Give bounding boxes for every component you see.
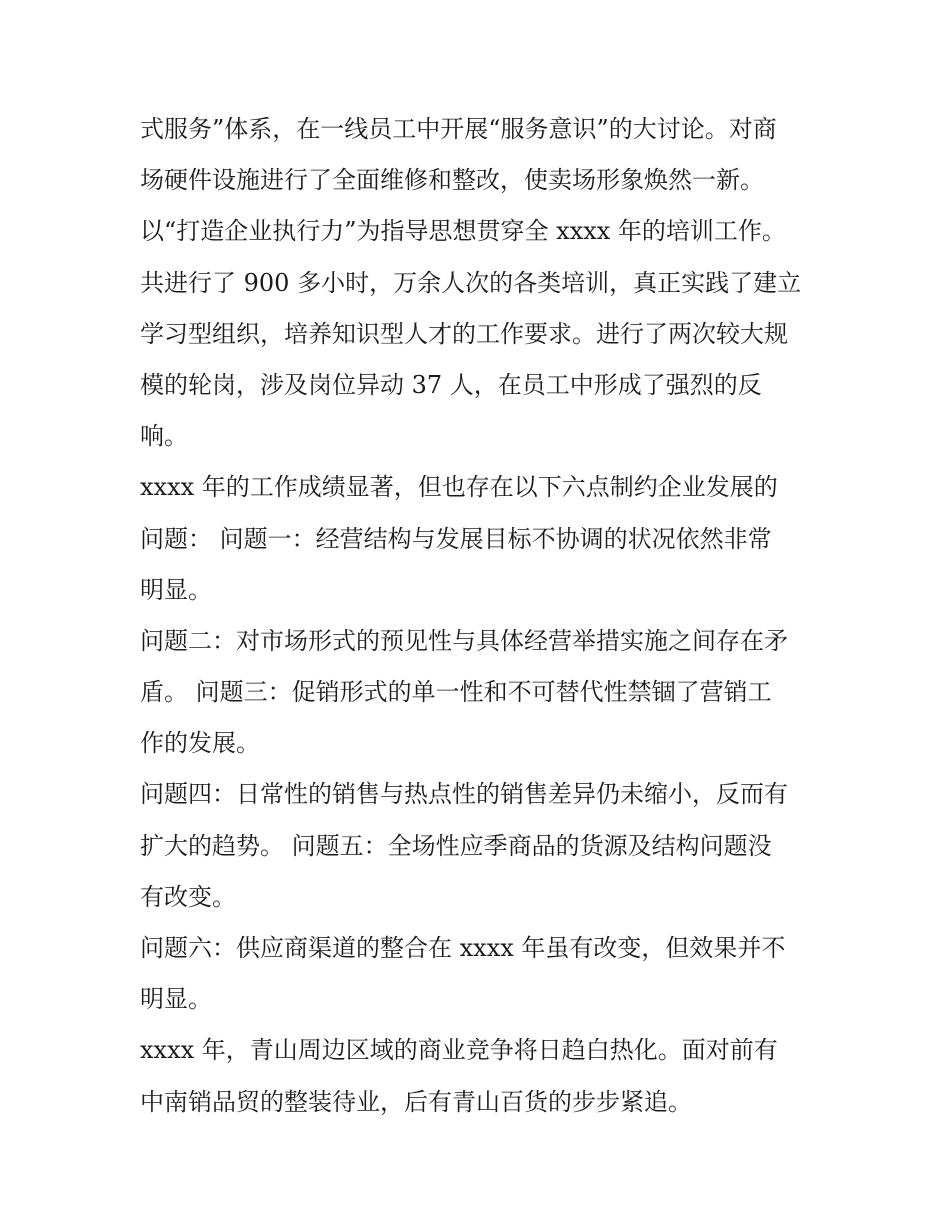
text-line: 场硬件设施进行了全面维修和整改，使卖场形象焕然一新。 (140, 166, 764, 195)
text-line: 以“打造企业执行力”为指导思想贯穿全 xxxx 年的培训工作。 (140, 217, 786, 246)
text-line: 扩大的趋势。 问题五：全场性应季商品的货源及结构问题没 (140, 831, 772, 860)
text-line: xxxx 年的工作成绩显著，但也存在以下六点制约企业发展的 (140, 473, 778, 502)
text-line: 学习型组织，培养知识型人才的工作要求。进行了两次较大规 (140, 319, 788, 348)
text-line: 盾。 问题三：促销形式的单一性和不可替代性禁锢了营销工 (140, 678, 772, 707)
text-line: xxxx 年，青山周边区域的商业竞争将日趋白热化。面对前有 (140, 1036, 778, 1065)
text-line: 问题二：对市场形式的预见性与具体经营举措实施之间存在矛 (140, 626, 788, 655)
text-line: 有改变。 (140, 882, 236, 911)
text-line: 作的发展。 (140, 729, 260, 758)
text-line: 问题六：供应商渠道的整合在 xxxx 年虽有改变，但效果并不 (140, 934, 786, 962)
text-line: 中南销品贸的整装待业，后有青山百货的步步紧追。 (140, 1087, 692, 1116)
document-body (140, 104, 830, 1128)
text-line: 问题： 问题一：经营结构与发展目标不协调的状况依然非常 (140, 524, 772, 553)
text-line: 明显。 (140, 575, 212, 604)
text-line: 问题四：日常性的销售与热点性的销售差异仍未缩小，反而有 (140, 780, 788, 809)
text-line: 式服务”体系，在一线员工中开展“服务意识”的大讨论。对商 (140, 115, 777, 143)
text-line: 共进行了 900 多小时，万余人次的各类培训，真正实践了建立 (140, 268, 802, 297)
text-line: 模的轮岗，涉及岗位异动 37 人，在员工中形成了强烈的反 (140, 370, 762, 399)
text-line: 响。 (140, 422, 188, 451)
text-line: 明显。 (140, 985, 212, 1014)
